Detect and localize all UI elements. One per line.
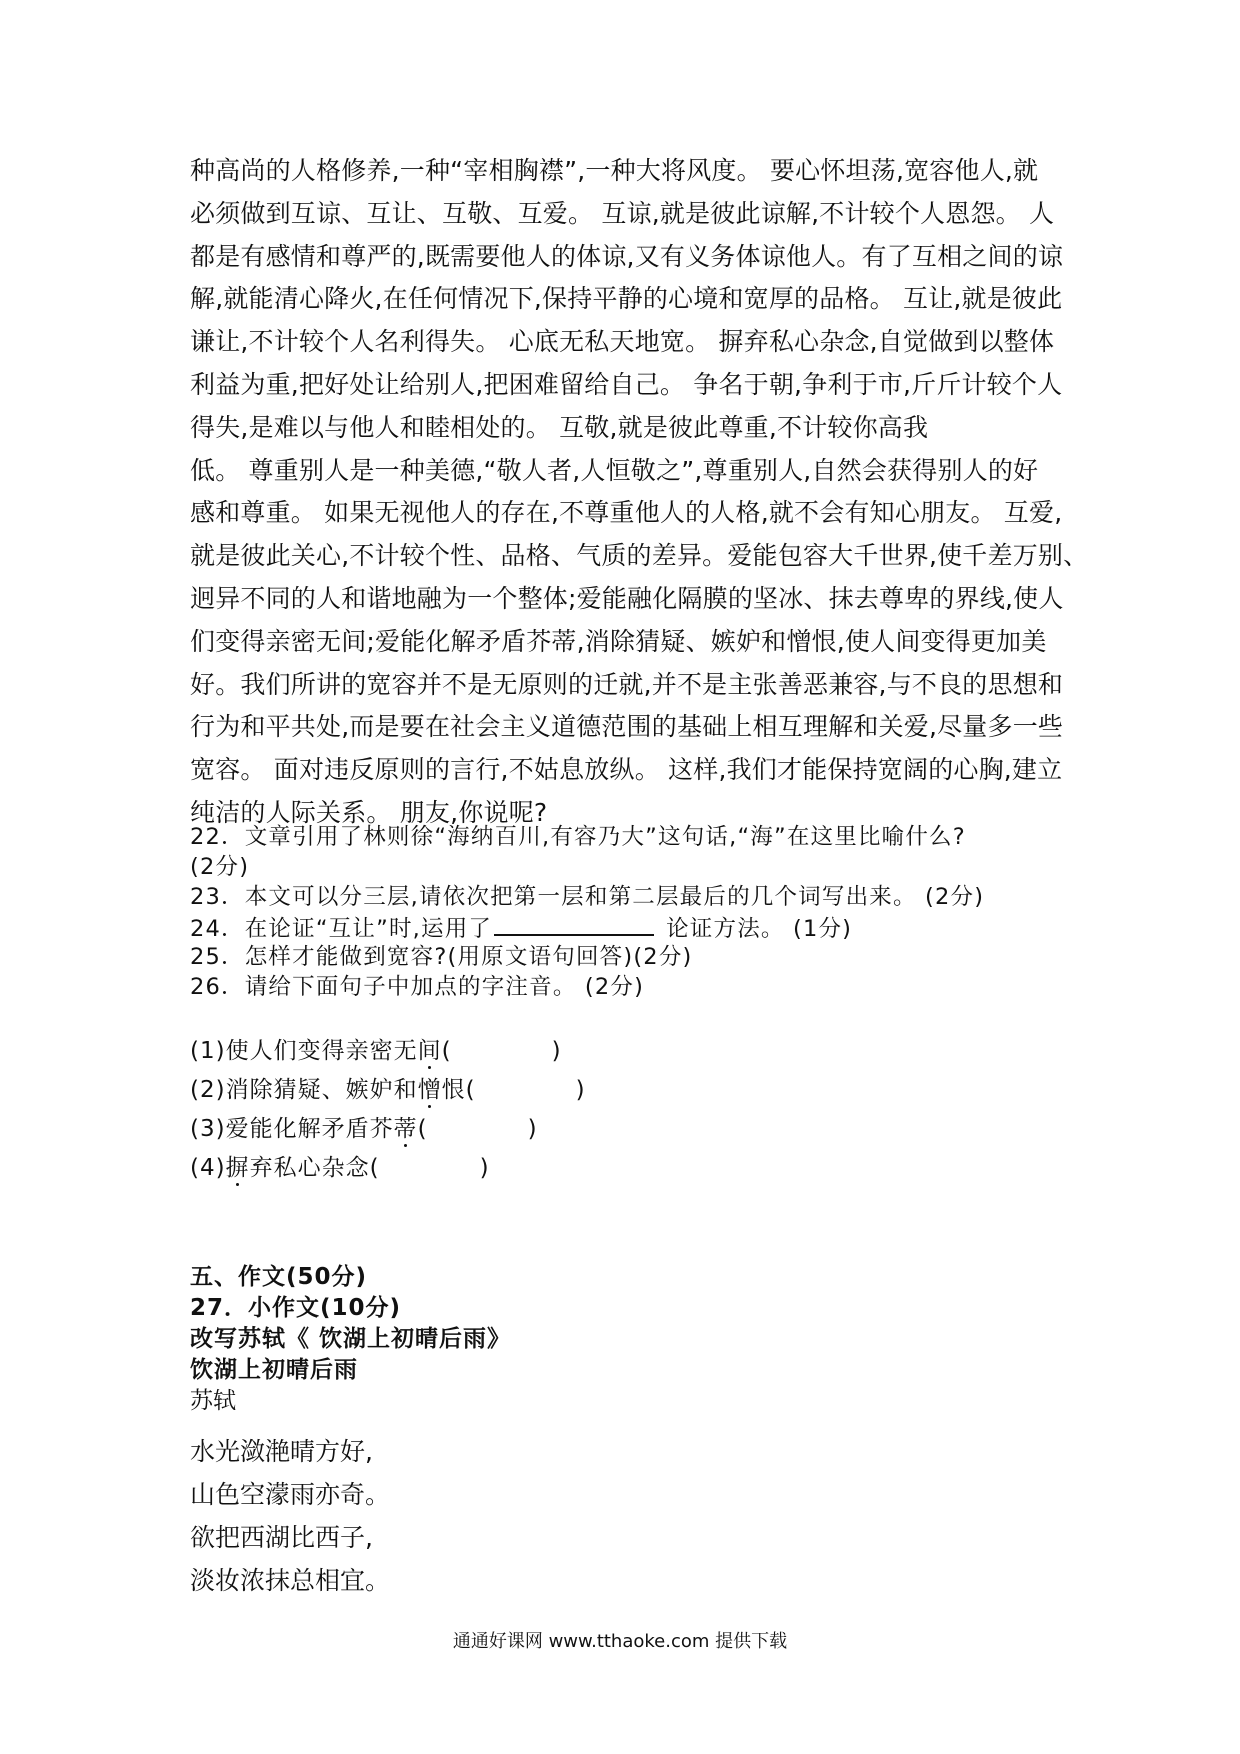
question-26: 26．请给下面句子中加点的字注音。 (2分)	[190, 974, 645, 1000]
dotted-char: 蒂	[394, 1110, 418, 1149]
item-text: 恨(	[441, 1077, 476, 1103]
poem-body	[190, 1430, 690, 1602]
item-text: (4)	[190, 1155, 226, 1181]
essay-line: 种高尚的人格修养,一种“宰相胸襟”,一种大将风度。 要心怀坦荡,宽容他人,就	[190, 156, 1039, 185]
page-footer: 通通好课网 www.tthaoke.com 提供下载	[452, 1631, 788, 1652]
pinyin-item-1	[190, 1032, 790, 1071]
question-22: 22．文章引用了林则徐“海纳百川,有容乃大”这句话,“海”在这里比喻什么?	[190, 824, 966, 850]
essay-line: 感和尊重。 如果无视他人的存在,不尊重他人的人格,就不会有知心朋友。 互爱,	[190, 498, 1063, 528]
item-text: )	[551, 1038, 562, 1064]
pinyin-item-4	[190, 1149, 790, 1188]
item-text: (	[441, 1038, 452, 1064]
dotted-char: 间	[418, 1032, 442, 1071]
item-text: (	[417, 1116, 428, 1142]
essay-line: 低。 尊重别人是一种美德,“敬人者,人恒敬之”,尊重别人,自然会获得别人的好	[190, 455, 1039, 485]
item-text: (2)消除猜疑、嫉妒和	[190, 1077, 418, 1103]
question-24-text: 24．在论证“互让”时,运用了	[190, 916, 493, 942]
essay-line: 好。我们所讲的宽容并不是无原则的迁就,并不是主张善恶兼容,与不良的思想和	[190, 669, 1064, 699]
essay-line: 宽容。 面对违反原则的言行,不姑息放纵。 这样,我们才能保持宽阔的心胸,建立	[190, 755, 1063, 785]
poem-line: 淡妆浓抹总相宜。	[190, 1566, 391, 1595]
essay-line: 纯洁的人际关系。 朋友,你说呢?	[190, 797, 548, 827]
item-text: (3)爱能化解矛盾芥	[190, 1116, 394, 1142]
dotted-char: 憎	[418, 1071, 442, 1110]
poem-author: 苏轼	[190, 1388, 236, 1414]
item-text: )	[527, 1116, 538, 1142]
item-text: )	[479, 1155, 490, 1181]
composition-section	[190, 1262, 890, 1417]
question-22-score: (2分)	[190, 854, 250, 880]
essay-line: 行为和平共处,而是要在社会主义道德范围的基础上相互理解和关爱,尽量多一些	[190, 712, 1064, 742]
essay-line: 就是彼此关心,不计较个性、品格、气质的差异。爱能包容大千世界,使千差万别、	[190, 541, 1089, 571]
essay-line: 解,就能清心降火,在任何情况下,保持平静的心境和宽厚的品格。 互让,就是彼此	[190, 284, 1063, 314]
essay-line: 必须做到互谅、互让、互敬、互爱。 互谅,就是彼此谅解,不计较个人恩怨。 人	[190, 198, 1055, 228]
question-25: 25．怎样才能做到宽容?(用原文语句回答)(2分)	[190, 944, 693, 970]
essay-line: 迥异不同的人和谐地融为一个整体;爱能融化隔膜的坚冰、抹去尊卑的界线,使人	[190, 583, 1064, 613]
task-heading: 改写苏轼《 饮湖上初晴后雨》	[190, 1326, 512, 1352]
dotted-char: 摒	[226, 1149, 250, 1188]
question-list	[190, 822, 1090, 1002]
section-heading: 五、作文(50分)	[190, 1264, 368, 1290]
question-24	[190, 912, 1090, 942]
question-23: 23．本文可以分三层,请依次把第一层和第二层最后的几个词写出来。 (2分)	[190, 884, 985, 910]
poem-title: 饮湖上初晴后雨	[190, 1357, 358, 1383]
essay-line: 得失,是难以与他人和睦相处的。 互敬,就是彼此尊重,不计较你高我	[190, 412, 929, 442]
essay-line: 们变得亲密无间;爱能化解矛盾芥蒂,消除猜疑、嫉妒和憎恨,使人间变得更加美	[190, 626, 1047, 656]
answer-blank[interactable]	[494, 912, 654, 936]
poem-line: 欲把西湖比西子,	[190, 1523, 373, 1552]
essay-paragraph	[190, 150, 1089, 835]
item-text: (1)使人们变得亲密无	[190, 1038, 418, 1064]
pinyin-item-3	[190, 1110, 790, 1149]
pinyin-items	[190, 1032, 790, 1188]
item-text: 弃私心杂念(	[249, 1155, 380, 1181]
poem-line: 水光潋滟晴方好,	[190, 1437, 373, 1466]
essay-line: 利益为重,把好处让给别人,把困难留给自己。 争名于朝,争利于市,斤斤计较个人	[190, 369, 1063, 399]
essay-line: 都是有感情和尊严的,既需要他人的体谅,又有义务体谅他人。有了互相之间的谅	[190, 241, 1064, 271]
poem-line: 山色空濛雨亦奇。	[190, 1480, 391, 1509]
pinyin-item-2	[190, 1071, 790, 1110]
question-24-suffix: 论证方法。 (1分)	[666, 916, 853, 942]
item-heading: 27．小作文(10分)	[190, 1295, 402, 1321]
item-text: )	[575, 1077, 586, 1103]
essay-line: 谦让,不计较个人名利得失。 心底无私天地宽。 摒弃私心杂念,自觉做到以整体	[190, 327, 1055, 357]
